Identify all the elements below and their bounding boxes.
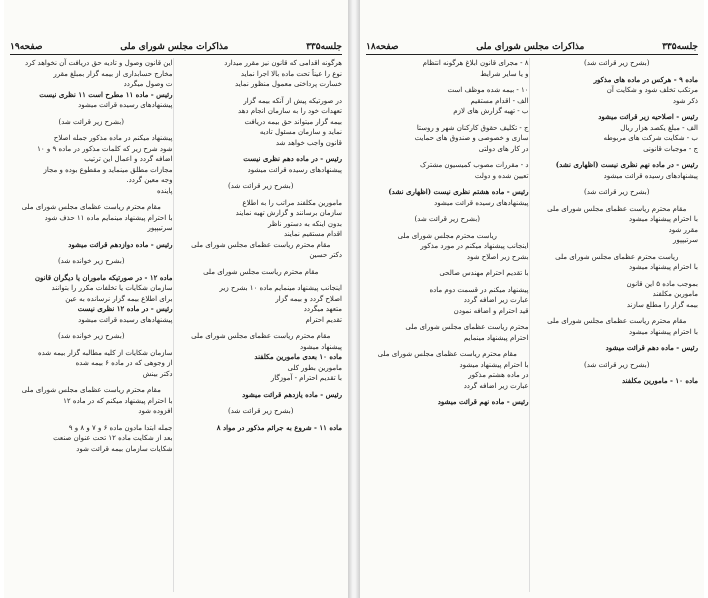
- text-line: سرتیپپور: [147, 224, 173, 232]
- text-line: بموجب ماده ۵ این قانون: [626, 279, 698, 288]
- text-line: رئیس - در ماده ۱۲ نظری نیست: [77, 304, 173, 313]
- text-line: مقام محترم ریاست عظمای مجلس شورای ملی: [21, 386, 161, 394]
- text-line: رئیس - در ماده نهم نظری نیست (اظهاری نشد): [555, 160, 698, 169]
- text-line: بیمه گزار را مطلع سازند: [626, 300, 698, 309]
- text-line: (بشرح زیر قرائت شد): [58, 117, 124, 126]
- text-line: (بشرح زیر خوانده شد): [57, 257, 125, 265]
- text-line: ج - تکلیف حقوق کارکنان شهر و روستا: [416, 123, 529, 132]
- text-line: رئیس - ماده نهم قرائت میشود: [437, 397, 529, 406]
- text-line: (بشرح زیر قرائت شد): [414, 215, 480, 223]
- text-line: (بشرح زیر قرائت شد): [228, 407, 294, 415]
- text-line: مقام محترم ریاست عظمای مجلس شورای ملی: [547, 204, 687, 213]
- text-line: اینجانب پیشنهاد مینمایم ماده ۱۰ بشرح زیر: [219, 284, 342, 292]
- left-header-page-number: صفحه۱۹: [10, 42, 43, 52]
- text-line: اینجانب پیشنهاد میکنم در مورد مذکور: [420, 242, 529, 250]
- text-line: رئیس - در ماده دهم نظری نیست: [243, 154, 342, 163]
- left-page-column-right: [180, 58, 343, 592]
- right-page-columns: [366, 58, 698, 592]
- right-header-page-number: صفحه۱۸: [366, 42, 399, 52]
- text-line: سازمان برسانند و گزارش تهیه نمایند: [235, 209, 342, 217]
- left-page-column-left: [10, 58, 174, 592]
- text-line: افزوده شود: [138, 407, 173, 415]
- text-line: پیشنهادهای رسیده قرائت میشود: [78, 101, 173, 109]
- text-line: مقام محترم ریاست مجلس شورای ملی: [203, 267, 319, 276]
- text-line: با احترام پیشنهاد میکنم که در ماده ۱۲: [63, 396, 173, 405]
- text-line: اصلاح گردد و بیمه گزار: [275, 294, 342, 303]
- text-line: با تقدیم احترام - آموزگار: [270, 374, 342, 382]
- text-line: پیشنهادهای رسیده قرائت میشود: [603, 171, 698, 180]
- text-line: عبارت زیر اضافه گردد: [463, 381, 529, 390]
- text-line: با تقدیم احترام مهندس صالحی: [439, 269, 529, 277]
- text-line: رئیس - ماده هشتم نظری نیست (اظهاری نشد): [388, 187, 529, 196]
- text-line: ریاست محترم مجلس شورای ملی: [397, 231, 497, 240]
- text-line: احترام پیشنهاد مینمایم: [463, 333, 529, 342]
- text-line: مقام محترم ریاست عظمای مجلس شورای ملی: [191, 332, 331, 340]
- text-line: ب - شکایت شرکت های مربوطه: [603, 134, 698, 142]
- text-line: در ماده هشتم مذکور: [468, 371, 529, 379]
- text-line: از وجوهی که در ماده ۶ بیمه شده: [75, 359, 173, 367]
- text-line: ماده ۱۲ - در صورتیکه ماموران یا دیگران قانون: [34, 272, 173, 282]
- text-line: با احترام پیشنهاد میشود: [628, 215, 698, 223]
- text-line: برای اطلاع بیمه گزار نرسانده به عین: [65, 294, 173, 303]
- text-line: خسارت پرداختی معمول منظور نماید: [235, 80, 342, 88]
- text-line: بیمه گزار میتواند حق بیمه دریافت: [244, 117, 342, 126]
- text-line: پیشنهادهای رسیده قرائت میشود: [78, 315, 173, 324]
- text-line: بشرح زیر اصلاح شود: [466, 252, 529, 261]
- text-line: رئیس - ماده یازدهم قرائت میشود: [242, 389, 342, 399]
- text-line: بعد از شکایت ماده ۱۲ تحت عنوان صنعت: [53, 434, 173, 442]
- text-line: با احترام پیشنهاد مینمایم ماده ۱۱ حذف شود: [44, 213, 173, 222]
- text-line: ج - موجبات قانونی: [643, 144, 698, 153]
- text-line: مامورین مکلفند مراتب را به اطلاع: [242, 198, 342, 207]
- left-page: [4, 0, 348, 598]
- text-line: ت وصول میگردد: [123, 80, 173, 88]
- text-line: با احترام پیشنهاد میشود: [628, 327, 698, 336]
- text-line: شکایات سازمان بیمه قرائت شود: [76, 444, 173, 453]
- text-line: مقام محترم ریاست عظمای مجلس شورای ملی: [191, 240, 331, 249]
- text-line: سرتیپپور: [672, 236, 698, 244]
- text-line: دکتر بینش: [142, 369, 173, 378]
- text-line: تعهدات خود را به سازمان انجام دهد: [238, 107, 342, 115]
- text-line: هرگونه اقدامی که قانون نیز مقرر میدارد: [224, 59, 342, 67]
- text-line: مقرر شود: [668, 225, 698, 234]
- text-line: (بشرح زیر خوانده شد): [57, 332, 125, 340]
- right-page-column-left: [366, 58, 530, 592]
- text-line: الف - اقدام مستقیم: [470, 96, 529, 105]
- text-line: (بشرح زیر قرائت شد): [584, 59, 650, 67]
- text-line: مجازات مطلق مینماید و مقطوع بوده و مجاز: [43, 165, 173, 174]
- text-line: مامورین بطور کلی: [287, 363, 342, 372]
- right-page: [360, 0, 704, 598]
- text-line: الف - مبلغ یکصد هزار ریال: [620, 123, 698, 132]
- text-line: پاینده: [157, 186, 173, 195]
- text-line: ماده ۹ - هرکس در ماده های مذکور: [593, 74, 698, 84]
- text-line: تقدیم احترام: [305, 315, 342, 324]
- text-line: در صورتیکه پیش از آنکه بیمه گزار: [243, 96, 342, 105]
- left-header-title: مذاکرات مجلس شورای ملی: [120, 42, 229, 52]
- text-line: سازمان شکایات از کلیه مطالبه گزار بیمه شده: [37, 348, 173, 357]
- text-line: مقام محترم ریاست عظمای مجلس شورای ملی: [21, 203, 161, 211]
- text-line: با احترام پیشنهاد میشود: [628, 263, 698, 271]
- text-line: محترم ریاست عظمای مجلس شورای ملی: [405, 323, 529, 331]
- text-line: متعهد میگردد: [303, 305, 342, 313]
- text-line: (بشرح زیر قرائت شد): [228, 182, 294, 190]
- text-line: رئیس - ماده ۱۱ مطرح است ۱۱ نظری نیست: [39, 89, 173, 99]
- right-page-header: [366, 38, 698, 55]
- text-line: نماید و سازمان مسئول تادیه: [259, 128, 342, 136]
- right-header-session: جلسه۳۳۵: [662, 42, 698, 52]
- text-line: ماده ۱۱ - شروع به جرائم مذکور در مواد ۸: [216, 422, 342, 432]
- text-line: قید احترام و اضافه نمودن: [453, 306, 529, 315]
- text-line: جمله ابتدا مادون ماده ۶ و ۷ و ۸ و ۹: [68, 423, 173, 432]
- left-page-columns: [10, 58, 342, 592]
- text-line: ماده ۱۰ - مامورین مکلفند: [621, 376, 698, 385]
- text-line: مامورین مکلفند: [652, 290, 698, 298]
- text-line: این قانون وصول و تادیه حق دریافت آن نخواهد کرد: [25, 59, 173, 67]
- text-line: ۱۰ - بیمه شده موظف است: [447, 86, 529, 94]
- text-line: (بشرح زیر قرائت شد): [584, 188, 650, 196]
- text-line: وجه معین گردد.: [126, 176, 173, 184]
- text-line: تعیین شده و دولت: [474, 171, 529, 180]
- text-line: عبارت زیر اضافه گردد: [463, 296, 529, 304]
- text-line: قانون واجب خواهد شد: [275, 138, 342, 147]
- left-header-session: جلسه۳۳۵: [306, 42, 342, 52]
- right-page-column-right: [536, 58, 699, 592]
- text-line: رئیس - ماده دهم قرائت میشود: [605, 343, 698, 352]
- text-line: ریاست محترم عظمای مجلس شورای ملی: [555, 252, 679, 261]
- text-line: بدون اینکه به دستور ناظر: [268, 219, 342, 228]
- text-line: دکتر حسین: [309, 251, 342, 259]
- text-line: رئیس - اصلاحیه زیر قرائت میشود: [598, 112, 698, 121]
- text-line: ماده ۱۰ بعدی مامورین مکلفند: [254, 352, 342, 361]
- text-line: سازمان شکایات یا تخلفات مکرر را بتوانند: [51, 284, 173, 292]
- right-header-title: مذاکرات مجلس شورای ملی: [476, 42, 585, 52]
- text-line: در کار های دولتی: [478, 144, 529, 153]
- book-gutter: [348, 0, 360, 598]
- text-line: مقام محترم ریاست عظمای مجلس شورای ملی: [547, 317, 687, 325]
- text-line: سازی و خصوصی و صندوق های حمایت: [414, 134, 529, 142]
- text-line: نوع را عیناً تحت ماده بالا اجرا نماید: [240, 69, 342, 78]
- text-line: پیشنهاد میکنم در ماده مذکور جمله اصلاح: [53, 134, 173, 142]
- text-line: پیشنهادهای رسیده قرائت میشود: [247, 165, 342, 174]
- text-line: پیشنهاد میکنم در قسمت دوم ماده: [429, 285, 529, 294]
- text-line: ب - تهیه گزارش های لازم: [453, 107, 529, 115]
- text-line: و یا سایر شرایط: [480, 69, 529, 78]
- text-line: پیشنهادهای رسیده قرائت میشود: [434, 198, 529, 207]
- text-line: ذکر شود: [672, 96, 698, 105]
- text-line: د - مقررات مصوب کمیسیون مشترک: [419, 161, 529, 169]
- text-line: رئیس - ماده دوازدهم قرائت میشود: [68, 239, 173, 249]
- text-line: (بشرح زیر قرائت شد): [584, 360, 650, 369]
- left-page-header: [10, 38, 342, 55]
- text-line: مخارج حسابداری از بیمه گزار بمبلغ مقرر: [53, 69, 173, 78]
- text-line: پیشنهاد میشود: [300, 342, 342, 351]
- text-line: اضافه گردد و اعمال این ترتیب: [84, 155, 173, 163]
- text-line: اقدام مستقیم نمایند: [284, 230, 342, 238]
- text-line: مقام محترم ریاست عظمای مجلس شورای ملی: [377, 350, 517, 358]
- text-line: شود شرح زیر که کلمات مذکور در ماده ۹ و ۱۰: [37, 144, 173, 153]
- text-line: با احترام پیشنهاد میشود: [459, 360, 529, 369]
- text-line: ۸ - مجرای قانون ابلاغ هرگونه انتظام: [422, 59, 529, 67]
- text-line: مرتکب تخلف شود و شکایت آن: [606, 86, 698, 94]
